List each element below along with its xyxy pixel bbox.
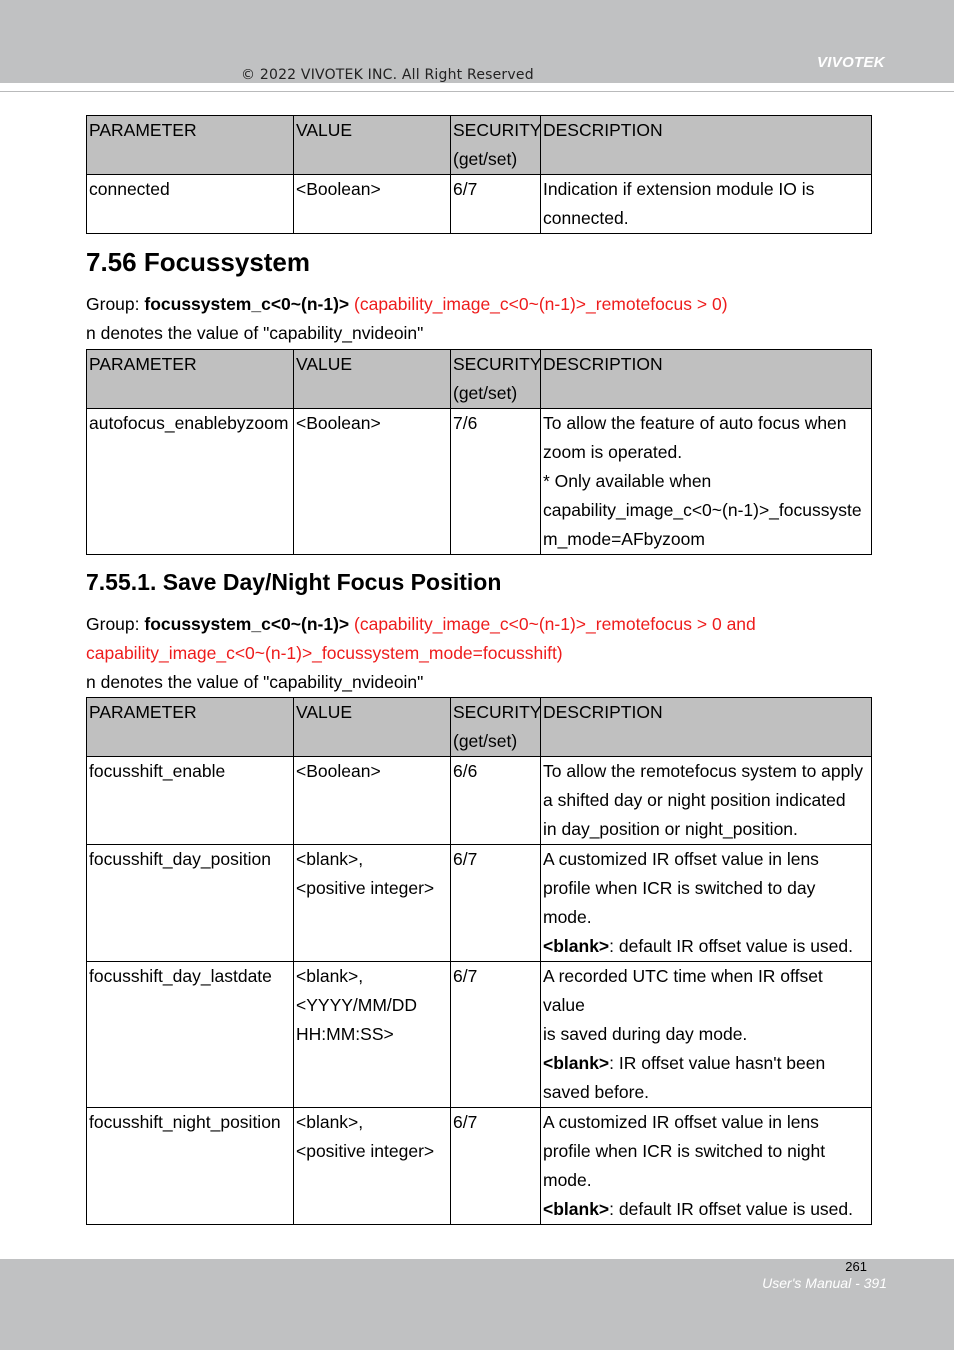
desc-line: a shifted day or night position indicated	[543, 790, 846, 810]
parameter-table-extension-io	[86, 115, 872, 234]
cell-description	[541, 409, 872, 555]
nvideoin-note: n denotes the value of "capability_nvideoin"	[86, 323, 424, 343]
cell-security: 6/7	[451, 845, 541, 962]
desc-line: m_mode=AFbyzoom	[543, 529, 705, 549]
blank-label: <blank>	[543, 1199, 610, 1219]
cell-parameter: focusshift_enable	[87, 757, 294, 845]
blank-label: <blank>	[543, 936, 610, 956]
value-line: <YYYY/MM/DD	[296, 995, 418, 1015]
cell-value	[294, 845, 451, 962]
value-line: <blank>,	[296, 849, 364, 869]
desc-line: * Only available when	[543, 471, 712, 491]
desc-line: in day_position or night_position.	[543, 819, 798, 839]
blank-text: : default IR offset value is used.	[609, 936, 854, 956]
blank-label: <blank>	[543, 1053, 610, 1073]
value-line: <blank>,	[296, 966, 364, 986]
cell-value: <Boolean>	[294, 409, 451, 555]
desc-line: zoom is operated.	[543, 442, 683, 462]
group-name: focussystem_c<0~(n-1)>	[144, 614, 350, 634]
header-value: VALUE	[294, 698, 451, 757]
cell-security: 6/7	[451, 962, 541, 1108]
brand-logo-text: VIVOTEK	[817, 54, 885, 71]
section-heading-7-55-1: 7.55.1. Save Day/Night Focus Position	[86, 569, 502, 595]
table-header-row	[87, 350, 872, 409]
copyright-text: © 2022 VIVOTEK INC. All Right Reserved	[241, 67, 534, 83]
group-line	[86, 610, 756, 639]
section-heading-7-56: 7.56 Focussystem	[86, 247, 311, 277]
blank-text: : IR offset value hasn't been	[609, 1053, 826, 1073]
parameter-table-focussystem	[86, 349, 872, 555]
desc-line: mode.	[543, 1170, 592, 1190]
header-security	[451, 698, 541, 757]
desc-line: connected.	[543, 208, 629, 228]
header-parameter: PARAMETER	[87, 698, 294, 757]
desc-line: is saved during day mode.	[543, 1024, 748, 1044]
cell-parameter: focusshift_night_position	[87, 1108, 294, 1225]
cell-description	[541, 175, 872, 234]
page-number: 261	[845, 1259, 867, 1274]
cell-parameter: focusshift_day_position	[87, 845, 294, 962]
cell-security: 7/6	[451, 409, 541, 555]
cell-value	[294, 962, 451, 1108]
table-row	[87, 175, 872, 234]
cell-description	[541, 962, 872, 1108]
cell-security: 6/7	[451, 175, 541, 234]
cell-parameter: autofocus_enablebyzoom	[87, 409, 294, 555]
cell-description	[541, 757, 872, 845]
cell-value: <Boolean>	[294, 175, 451, 234]
cell-parameter: connected	[87, 175, 294, 234]
desc-line: mode.	[543, 907, 592, 927]
header-security	[451, 350, 541, 409]
table-header-row	[87, 116, 872, 175]
group-condition: (capability_image_c<0~(n-1)>_remotefocus > 0 and	[349, 614, 756, 634]
table-row	[87, 845, 872, 962]
table-row	[87, 1108, 872, 1225]
header-description: DESCRIPTION	[541, 116, 872, 175]
desc-line: profile when ICR is switched to day	[543, 878, 816, 898]
table-row	[87, 409, 872, 555]
manual-page-label: User's Manual - 391	[762, 1275, 887, 1291]
header-parameter: PARAMETER	[87, 350, 294, 409]
value-line: <positive integer>	[296, 878, 435, 898]
header-value: VALUE	[294, 116, 451, 175]
group-name: focussystem_c<0~(n-1)>	[144, 294, 350, 314]
desc-line: saved before.	[543, 1082, 650, 1102]
desc-line: capability_image_c<0~(n-1)>_focussyste	[543, 500, 862, 520]
page-footer-band	[0, 1259, 954, 1350]
group-condition-continued: capability_image_c<0~(n-1)>_focussystem_mode=focusshift)	[86, 643, 563, 663]
header-description: DESCRIPTION	[541, 350, 872, 409]
cell-security: 6/6	[451, 757, 541, 845]
group-condition: (capability_image_c<0~(n-1)>_remotefocus > 0)	[349, 294, 728, 314]
header-parameter: PARAMETER	[87, 116, 294, 175]
desc-line: To allow the remotefocus system to apply	[543, 761, 864, 781]
header-security-sub: (get/set)	[453, 731, 518, 751]
cell-security: 6/7	[451, 1108, 541, 1225]
group-label: Group:	[86, 294, 145, 314]
desc-line: To allow the feature of auto focus when	[543, 413, 847, 433]
header-security-sub: (get/set)	[453, 149, 518, 169]
table-header-row	[87, 698, 872, 757]
desc-line: A customized IR offset value in lens	[543, 1112, 819, 1132]
group-line	[86, 290, 728, 319]
header-divider	[0, 91, 954, 92]
cell-parameter: focusshift_day_lastdate	[87, 962, 294, 1108]
group-label: Group:	[86, 614, 145, 634]
parameter-table-focusshift	[86, 697, 872, 1225]
header-security-sub: (get/set)	[453, 383, 518, 403]
value-line: <positive integer>	[296, 1141, 435, 1161]
header-security-label: SECURITY	[453, 354, 542, 374]
desc-line: A recorded UTC time when IR offset value	[543, 966, 823, 1015]
header-security-label: SECURITY	[453, 702, 542, 722]
header-description: DESCRIPTION	[541, 698, 872, 757]
cell-value	[294, 1108, 451, 1225]
table-row	[87, 757, 872, 845]
value-line: HH:MM:SS>	[296, 1024, 394, 1044]
blank-text: : default IR offset value is used.	[609, 1199, 854, 1219]
value-line: <blank>,	[296, 1112, 364, 1132]
nvideoin-note: n denotes the value of "capability_nvideoin"	[86, 672, 424, 692]
header-security	[451, 116, 541, 175]
desc-line: profile when ICR is switched to night	[543, 1141, 826, 1161]
desc-line: Indication if extension module IO is	[543, 179, 815, 199]
table-row	[87, 962, 872, 1108]
cell-description	[541, 845, 872, 962]
cell-value: <Boolean>	[294, 757, 451, 845]
desc-line: A customized IR offset value in lens	[543, 849, 819, 869]
cell-description	[541, 1108, 872, 1225]
header-value: VALUE	[294, 350, 451, 409]
header-security-label: SECURITY	[453, 120, 542, 140]
